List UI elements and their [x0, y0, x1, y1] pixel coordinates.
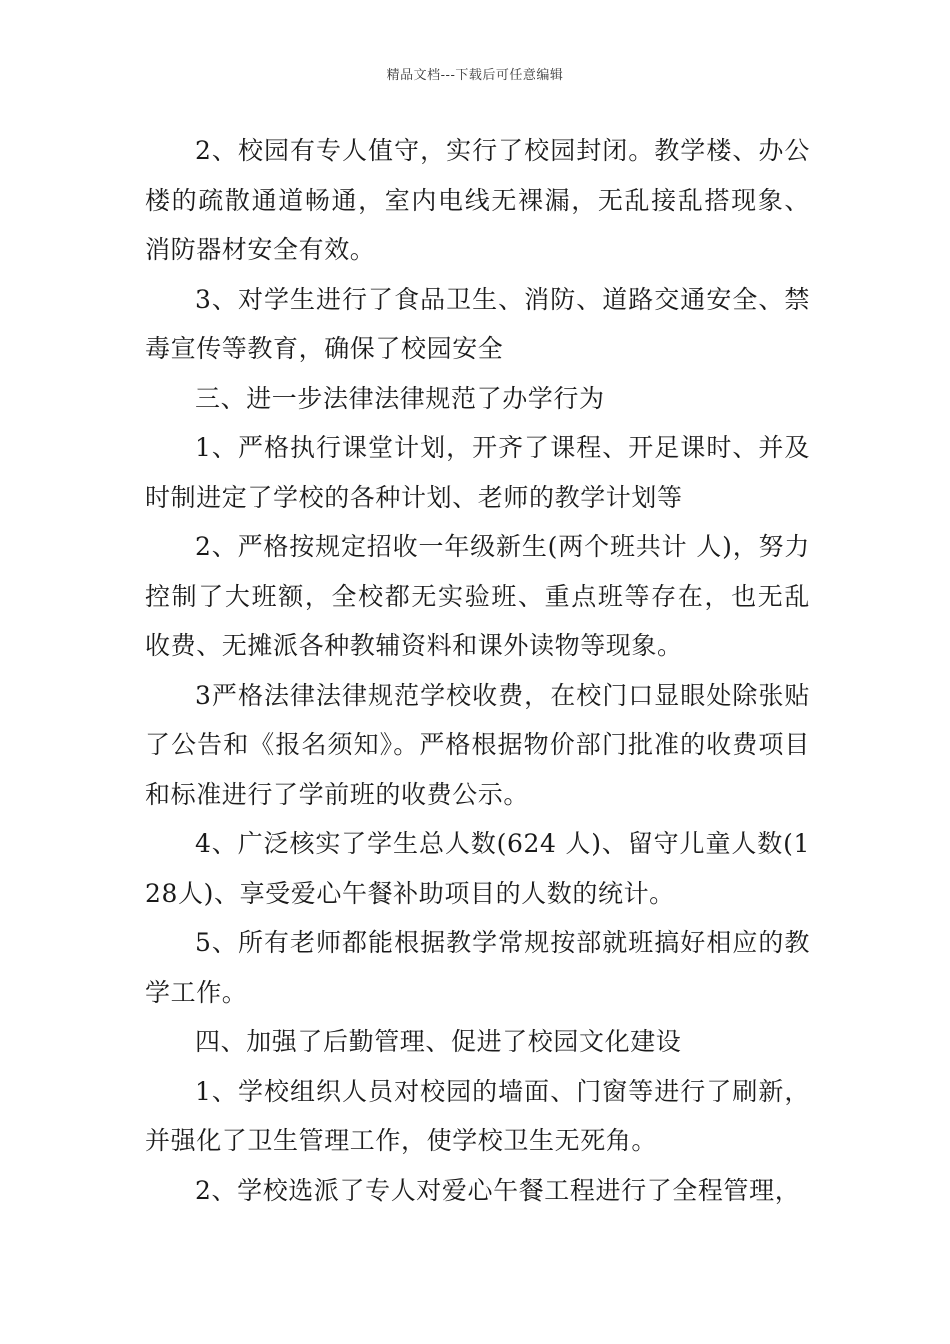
paragraph-renovation: 1、学校组织人员对校园的墙面、门窗等进行了刷新，并强化了卫生管理工作，使学校卫生无死角。 [145, 1076, 810, 1155]
section-heading-logistics: 四、加强了后勤管理、促进了校园文化建设 [195, 1027, 682, 1056]
paragraph-campus-guard: 2、校园有专人值守，实行了校园封闭。教学楼、办公楼的疏散通道畅通，室内电线无裸漏，无乱接乱搭现象、消防器材安全有效。 [145, 136, 810, 264]
paragraph-teachers: 5、所有老师都能根据教学常规按部就班搞好相应的教学工作。 [145, 928, 810, 1007]
paragraph-enrollment: 2、严格按规定招收一年级新生(两个班共计 人)，努力控制了大班额，全校都无实验班、重点班等存在，也无乱收费、无摊派各种教辅资料和课外读物等现象。 [145, 532, 810, 660]
paragraph-lunch-program: 2、学校选派了专人对爱心午餐工程进行了全程管理， [195, 1175, 801, 1205]
paragraph-curriculum: 1、严格执行课堂计划，开齐了课程、开足课时、并及时制进定了学校的各种计划、老师的教学计划等 [145, 433, 810, 512]
page-header: 精品文档---下载后可任意编辑 [386, 68, 564, 83]
paragraph-safety-education: 3、对学生进行了食品卫生、消防、道路交通安全、禁毒宣传等教育，确保了校园安全 [145, 284, 810, 363]
paragraph-fees: 3严格法律法律规范学校收费，在校门口显眼处除张贴了公告和《报名须知》。严格根据物价部门批准的收费项目和标准进行了学前班的收费公示。 [145, 680, 810, 809]
paragraph-student-count: 4、广泛核实了学生总人数(624 人)、留守儿童人数(128人)、享受爱心午餐补助项目的人数的统计。 [145, 829, 810, 908]
section-heading-school-conduct: 三、进一步法律法律规范了办学行为 [195, 383, 605, 413]
document-body [145, 126, 810, 1215]
